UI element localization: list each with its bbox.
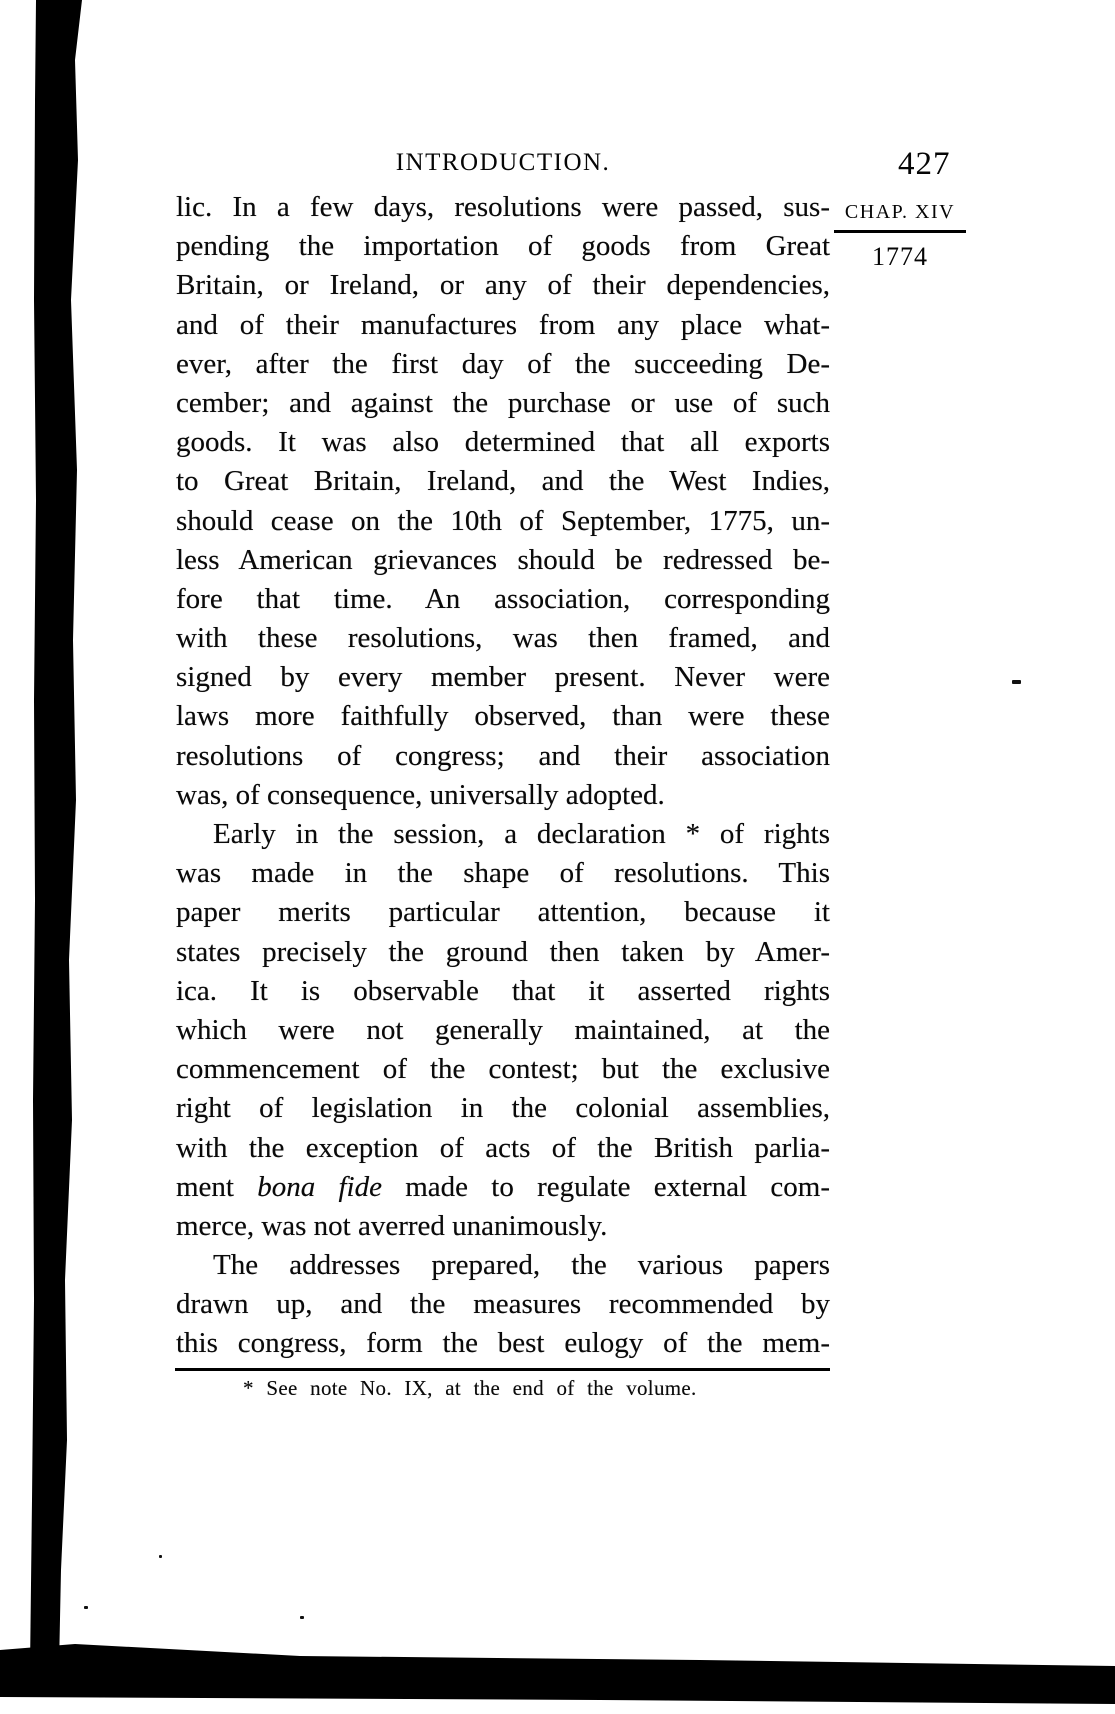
text-line: The addresses prepared, the various papers	[213, 1249, 830, 1282]
body-text	[176, 188, 830, 1364]
text-line: paper merits particular attention, because it	[176, 896, 830, 929]
text-line: drawn up, and the measures recommended by	[176, 1288, 830, 1321]
text-line: which were not generally maintained, at the	[176, 1013, 830, 1046]
text-line: right of legislation in the colonial assemblies,	[176, 1092, 830, 1125]
page-number: 427	[898, 146, 951, 182]
text-line: should cease on the 10th of September, 1775, un-	[176, 504, 830, 537]
scan-speck	[159, 1555, 162, 1558]
text-line: signed by every member present. Never were	[176, 661, 830, 694]
running-head: INTRODUCTION.	[395, 149, 611, 176]
page-bottom-shadow	[0, 1640, 1115, 1714]
text-line: laws more faithfully observed, than were these	[176, 700, 830, 733]
text-line: fore that time. An association, corresponding	[176, 582, 830, 615]
text-line: with these resolutions, was then framed, and	[176, 622, 830, 655]
binding-edge-shadow	[0, 0, 92, 1714]
text-line: ica. It is observable that it asserted rights	[176, 974, 830, 1007]
scan-speck	[84, 1606, 88, 1609]
scan-speck	[300, 1616, 304, 1619]
footnote-text: See note No. IX, at the end of the volume.	[266, 1376, 697, 1400]
text-line: states precisely the ground then taken by Amer-	[176, 935, 830, 968]
footnote	[243, 1376, 697, 1401]
text-line: resolutions of congress; and their association	[176, 739, 830, 772]
text-line: commencement of the contest; but the exclusive	[176, 1053, 830, 1086]
margin-rule	[834, 230, 966, 233]
text-line: with the exception of acts of the British parlia-	[176, 1131, 830, 1164]
footnote-rule	[175, 1368, 830, 1371]
text-line: merce, was not averred unanimously.	[176, 1209, 608, 1242]
margin-chapter-label: CHAP. XIV	[844, 201, 956, 223]
text-line: ever, after the first day of the succeeding De-	[176, 347, 830, 380]
text-line: lic. In a few days, resolutions were passed, sus-	[176, 191, 830, 223]
text-line: was, of consequence, universally adopted.	[176, 778, 665, 811]
text-line: was made in the shape of resolutions. This	[176, 857, 830, 890]
text-line: goods. It was also determined that all exports	[176, 426, 830, 459]
margin-year-label: 1774	[872, 242, 928, 271]
scan-speck	[1012, 680, 1021, 684]
text-line: cember; and against the purchase or use of such	[176, 386, 830, 419]
text-line: to Great Britain, Ireland, and the West Indies,	[176, 465, 830, 498]
text-line: Early in the session, a declaration * of rights	[213, 818, 830, 850]
text-line: Britain, or Ireland, or any of their dependencies,	[176, 269, 830, 302]
text-line: ment bona fide made to regulate external com-	[176, 1170, 830, 1203]
footnote-marker: *	[243, 1376, 254, 1400]
text-line: pending the importation of goods from Great	[176, 230, 830, 263]
text-line: less American grievances should be redressed be-	[176, 543, 830, 576]
margin-note	[834, 201, 966, 272]
text-line: and of their manufactures from any place what-	[176, 308, 830, 341]
text-line: this congress, form the best eulogy of the mem-	[176, 1327, 830, 1360]
